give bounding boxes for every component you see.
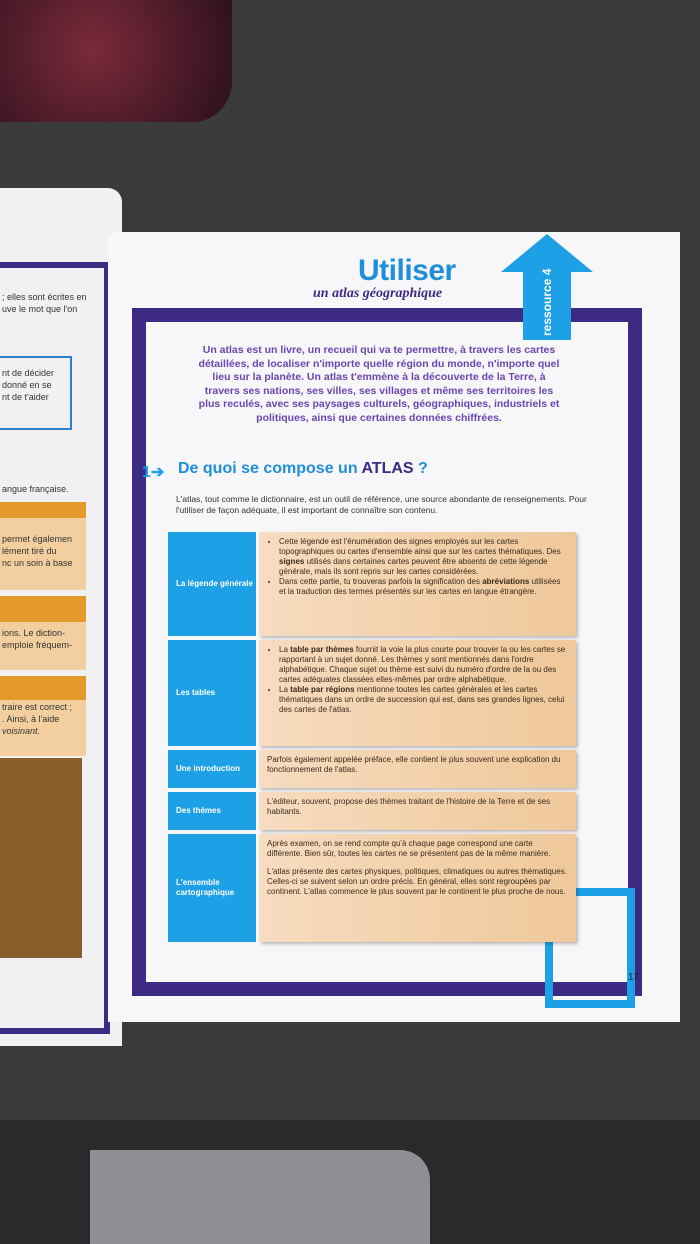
text-run: utilisées et la traduction des termes présentés sur les cartes en langue étrangère. bbox=[279, 577, 561, 596]
bold-term: signes bbox=[279, 557, 305, 566]
text-run: Dans cette partie, tu trouveras parfois la signification des bbox=[279, 577, 483, 586]
section-title bbox=[178, 460, 428, 478]
section-title-text: De quoi se compose un bbox=[178, 460, 362, 477]
list-item bbox=[279, 645, 568, 685]
left-text-line: voisinant. bbox=[2, 726, 41, 736]
right-page bbox=[108, 232, 680, 1022]
dictionary-illustration bbox=[0, 758, 82, 958]
left-text-line: lément tiré du bbox=[2, 546, 57, 556]
left-text-line: traire est correct ; bbox=[2, 702, 73, 712]
left-text-line: uve le mot que l'on bbox=[2, 304, 78, 314]
row-header: La légende générale bbox=[168, 532, 256, 636]
text-run: La bbox=[279, 685, 291, 694]
table-row bbox=[168, 792, 576, 830]
list-item bbox=[279, 537, 568, 577]
bold-term: abréviations bbox=[482, 577, 530, 586]
section-title-accent: ATLAS bbox=[361, 460, 414, 477]
table-row bbox=[168, 532, 576, 636]
left-page bbox=[0, 188, 122, 1046]
paragraph: Après examen, on se rend compte qu'à chaque page correspond une carte différente. Bien sûr, toutes les cartes ne se présentent pas de la même manière. bbox=[267, 839, 551, 858]
left-orange-band bbox=[0, 676, 86, 700]
page-number: 17 bbox=[628, 972, 640, 983]
text-run: mentionne toutes les cartes générales et les cartes thématiques dans un ordre de succession qui est, dans ses grandes lignes, celui des cartes de l'atlas. bbox=[279, 685, 565, 714]
section-number-value: 1 bbox=[142, 464, 151, 481]
left-text-line: ; elles sont écrites en bbox=[2, 292, 87, 302]
left-text-line: angue française. bbox=[2, 484, 69, 494]
left-text-line: nc un soin à base bbox=[2, 558, 73, 568]
paragraph: L'atlas présente des cartes physiques, politiques, climatiques ou autres thématiques. Celles-ci se suivent selon un ordre précis. En général, elles sont regroupées par continent. L'atlas commence le plus souvent par le continent le plus proche de nous. bbox=[267, 867, 567, 896]
row-header: L'ensemble cartographique bbox=[168, 834, 256, 942]
text-run: La bbox=[279, 645, 291, 654]
table-row bbox=[168, 640, 576, 746]
left-text-line: ions. Le diction- bbox=[2, 628, 66, 638]
atlas-contents-table bbox=[168, 532, 576, 946]
left-orange-band bbox=[0, 502, 86, 518]
table-row bbox=[168, 834, 576, 942]
grey-cushion bbox=[90, 1150, 430, 1244]
section-title-end: ? bbox=[413, 460, 428, 477]
row-header: Les tables bbox=[168, 640, 256, 746]
row-content bbox=[259, 532, 576, 636]
text-run: fournit la voie la plus courte pour trouver la ou les cartes se rapportant à un sujet donné. Les thèmes y sont mentionnés dans l'ordre alphabétique. Chaque sujet ou thème est suivi du numéro d'ordre de la ou des cartes adéquates classées elles-mêmes par ordre alphabétique. bbox=[279, 645, 566, 684]
left-orange-band bbox=[0, 596, 86, 622]
page-subtitle: un atlas géographique bbox=[313, 286, 443, 301]
row-content bbox=[259, 834, 576, 942]
left-text-line: nt de décider bbox=[2, 368, 55, 378]
fabric-background bbox=[0, 0, 232, 122]
text-run: utilisés dans certaines cartes peuvent être absents de cette légende générale, mais ils sont repris sur les cartes considérées. bbox=[279, 557, 548, 576]
table-row bbox=[168, 750, 576, 788]
arrow-right-icon: ➔ bbox=[150, 464, 165, 481]
row-header: Une introduction bbox=[168, 750, 256, 788]
bold-term: table par régions bbox=[290, 685, 355, 694]
left-text-line: . Ainsi, à l'aide bbox=[2, 714, 60, 724]
left-text-line: emploie fréquem- bbox=[2, 640, 73, 650]
ressource-badge-label: ressource 4 bbox=[540, 268, 554, 336]
page-title: Utiliser bbox=[358, 254, 456, 287]
list-item bbox=[279, 685, 568, 715]
left-text-line: nt de t'aider bbox=[2, 392, 49, 402]
left-text-line: permet égalemen bbox=[2, 534, 73, 544]
section-lead: L'atlas, tout comme le dictionnaire, est un outil de référence, une source abondante de renseignements. Pour l'utiliser de façon adéquate, il est important de connaître son contenu. bbox=[176, 494, 587, 515]
left-text-line: donné en se bbox=[2, 380, 52, 390]
intro-paragraph: Un atlas est un livre, un recueil qui va te permettre, à travers les cartes détaillées, de localiser n'importe quelle région du monde, n'importe quel lieu sur la planète. Un atlas t'emmène à la découverte de la Terre, à travers ses nations, ses villes, ses villages et même ses territoires les plus reculés, avec ses paysages culturels, géographiques, industriels et politiques, ainsi que certaines données chiffrées. bbox=[198, 344, 560, 424]
row-content: Parfois également appelée préface, elle contient le plus souvent une explication du fonctionnement de l'atlas. bbox=[259, 750, 576, 788]
row-content: L'éditeur, souvent, propose des thèmes traitant de l'histoire de la Terre et de ses habitants. bbox=[259, 792, 576, 830]
section-number bbox=[142, 462, 164, 482]
row-content bbox=[259, 640, 576, 746]
list-item bbox=[279, 577, 568, 597]
text-run: Cette légende est l'énumération des signes employés sur les cartes topographiques ou cartes d'ensemble ainsi que sur les cartes thématiques. Des bbox=[279, 537, 561, 556]
row-header: Des thèmes bbox=[168, 792, 256, 830]
bold-term: table par thèmes bbox=[290, 645, 354, 654]
ressource-arrow-icon bbox=[499, 232, 595, 340]
